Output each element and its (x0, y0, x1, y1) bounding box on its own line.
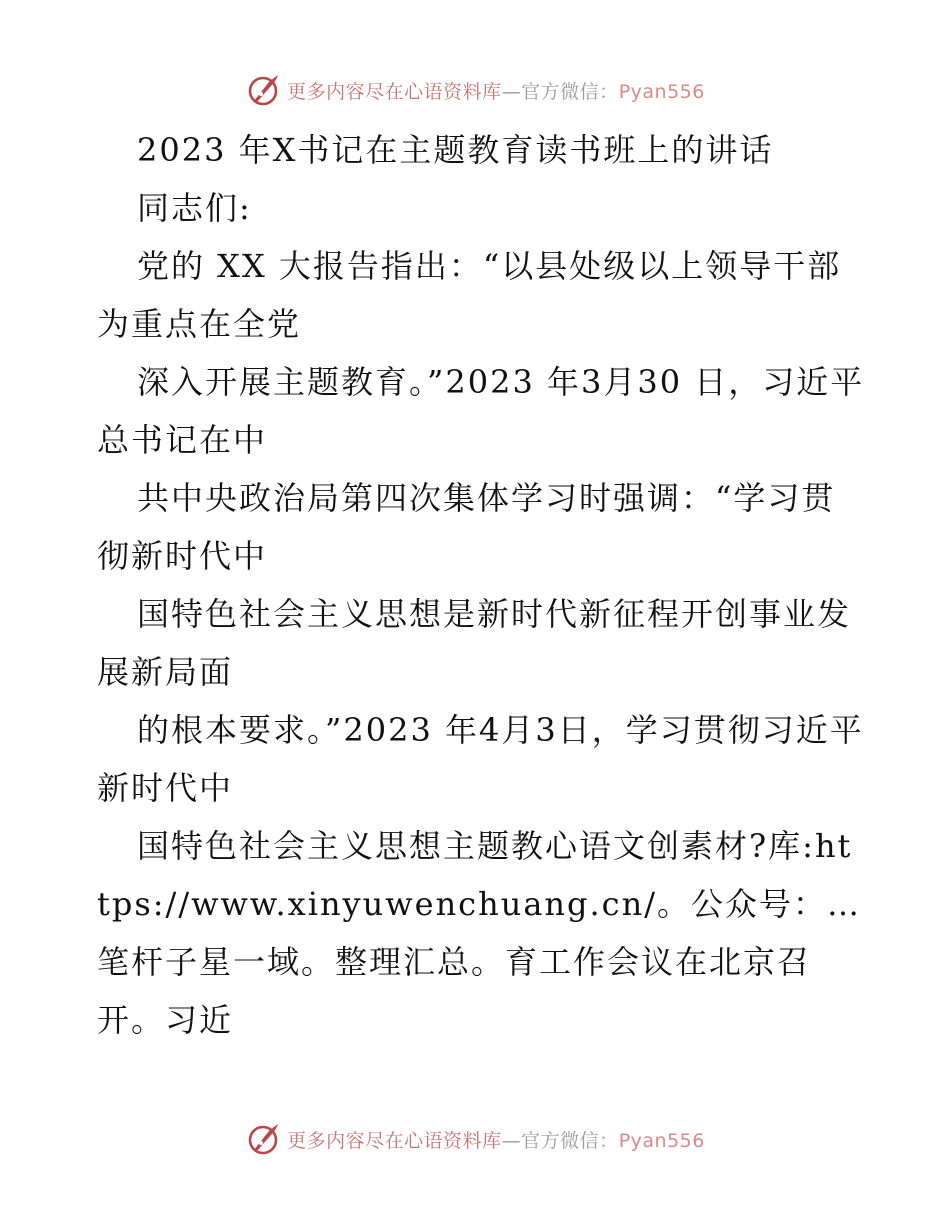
paragraph-line: 的根本要求。”2023 年4月3日，学习贯彻习近平新时代中 (97, 711, 864, 807)
paragraph-line: 共中央政治局第四次集体学习时强调：“学习贯彻新时代中 (97, 479, 836, 575)
footer-banner-wechat-id: Pyan556 (618, 1129, 705, 1152)
quill-pen-logo-icon (245, 72, 281, 108)
footer-banner-separator: — (501, 1129, 522, 1152)
footer-banner (0, 1119, 950, 1159)
footer-banner-text (287, 1126, 705, 1153)
header-banner-separator: — (501, 80, 522, 103)
paragraph-line: 深入开展主题教育。”2023 年3月30 日，习近平总书记在中 (97, 363, 865, 459)
footer-banner-label: 官方微信： (521, 1129, 619, 1152)
document-body (97, 121, 867, 1049)
paragraph-salutation: 同志们: (137, 189, 252, 227)
quill-pen-logo-icon (245, 1121, 281, 1157)
header-banner-label: 官方微信： (521, 80, 619, 103)
header-banner-text (287, 77, 705, 104)
footer-banner-brand: 更多内容尽在心语资料库 (287, 1129, 502, 1152)
header-banner-wechat-id: Pyan556 (618, 80, 705, 103)
paragraph-line: 党的 XX 大报告指出：“以县处级以上领导干部为重点在全党 (97, 247, 842, 343)
paragraph-line: 国特色社会主义思想是新时代新征程开创事业发展新局面 (97, 595, 852, 691)
paragraph-line: 国特色社会主义思想主题教心语文创素材?库:https://www.xinyuwenchuang.cn/。公众号：…笔杆子星一域。整理汇总。育工作会议在北京召开。习近 (97, 827, 861, 1039)
header-banner-brand: 更多内容尽在心语资料库 (287, 80, 502, 103)
document-title: 2023 年X书记在主题教育读书班上的讲话 (137, 131, 774, 169)
header-banner (0, 70, 950, 110)
